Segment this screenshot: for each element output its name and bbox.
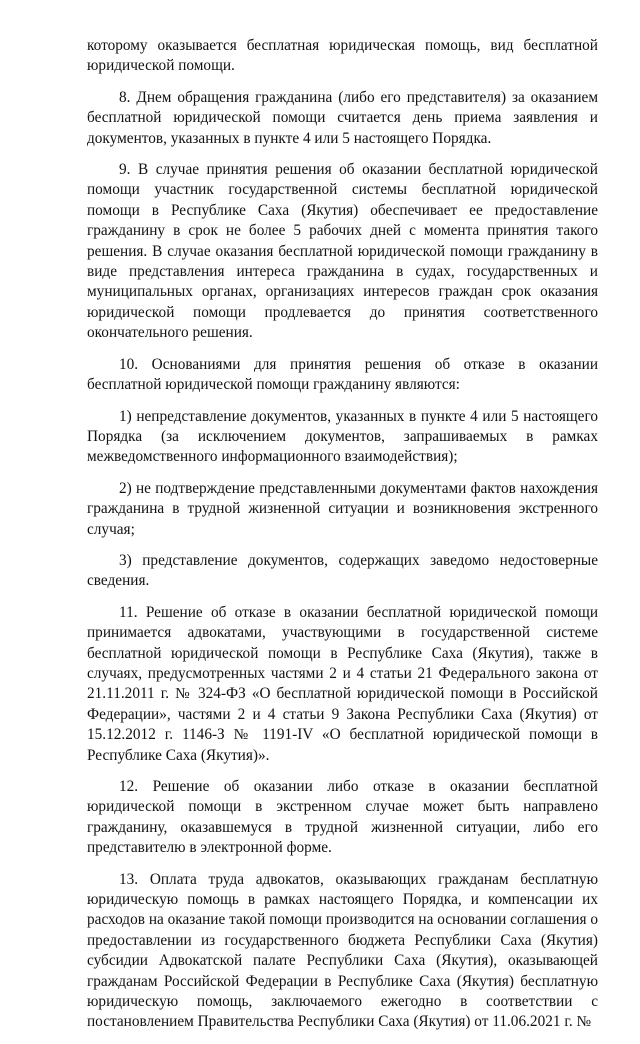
paragraph-item-13: 13. Оплата труда адвокатов, оказывающих гражданам бесплатную юридическую помощь в рамках настоящего Порядка, и компенсации их расходов на оказание такой помощи производится на основании соглашения о предоставлении из государственного бюджета Республики Саха (Якутия) субсидии Адвокатской палате Республики Саха (Якутия), оказывающей гражданам Российской Федерации в Республике Саха (Якутия) бесплатную юридическую помощь, заключаемого ежегодно в соответствии с постановлением Правительства Республики Саха (Якутия) от 11.06.2021 г. № [87,870,598,1031]
paragraph-item-8: 8. Днем обращения гражданина (либо его представителя) за оказанием бесплатной юридической помощи считается день приема заявления и документов, указанных в пункте 4 или 5 настоящего Порядка. [87,88,598,147]
paragraph-item-12: 12. Решение об оказании либо отказе в оказании бесплатной юридической помощи в экстренном случае может быть направлено гражданину, оказавшемуся в трудной жизненной ситуации, либо его представителю в электронной форме. [87,778,598,857]
document-text [87,36,598,1044]
paragraph-continuation: которому оказывается бесплатная юридическая помощь, вид бесплатной юридической помощи. [87,37,598,75]
paragraph-item-10: 10. Основаниями для принятия решения об отказе в оказании бесплатной юридической помощи гражданину являются: [87,355,598,394]
paragraph-item-11: 11. Решение об отказе в оказании бесплатной юридической помощи принимается адвокатами, участвующими в государственной системе бесплатной юридической помощи в Республике Саха (Якутия), также в случаях, предусмотренных частями 2 и 4 статьи 21 Федерального закона от 21.11.2011 г. № 324-ФЗ «О бесплатной юридической помощи в Российской Федерации», частями 2 и 4 статьи 9 Закона Республики Саха (Якутия) от 15.12.2012 г. 1146-З № 1191-IV «О бесплатной юридической помощи в Республике Саха (Якутия)». [87,603,598,764]
paragraph-subitem-1: 1) непредставление документов, указанных в пункте 4 или 5 настоящего Порядка (за исключением документов, запрашиваемых в рамках межведомственного информационного взаимодействия); [87,407,598,466]
paragraph-subitem-3: 3) представление документов, содержащих заведомо недостоверные сведения. [87,551,598,590]
paragraph-item-9: 9. В случае принятия решения об оказании бесплатной юридической помощи участник государственной системы бесплатной юридической помощи в Республике Саха (Якутия) обеспечивает ее предоставление гражданину в срок не более 5 рабочих дней с момента принятия такого решения. В случае оказания бесплатной юридической помощи гражданину в виде представления интереса гражданина в судах, государственных и муниципальных органах, организациях интересов граждан срок оказания юридической помощи продлевается до принятия соответственного окончательного решения. [87,161,598,342]
paragraph-subitem-2: 2) не подтверждение представленными документами фактов нахождения гражданина в трудной жизненной ситуации и возникновения экстренного случая; [87,479,598,538]
